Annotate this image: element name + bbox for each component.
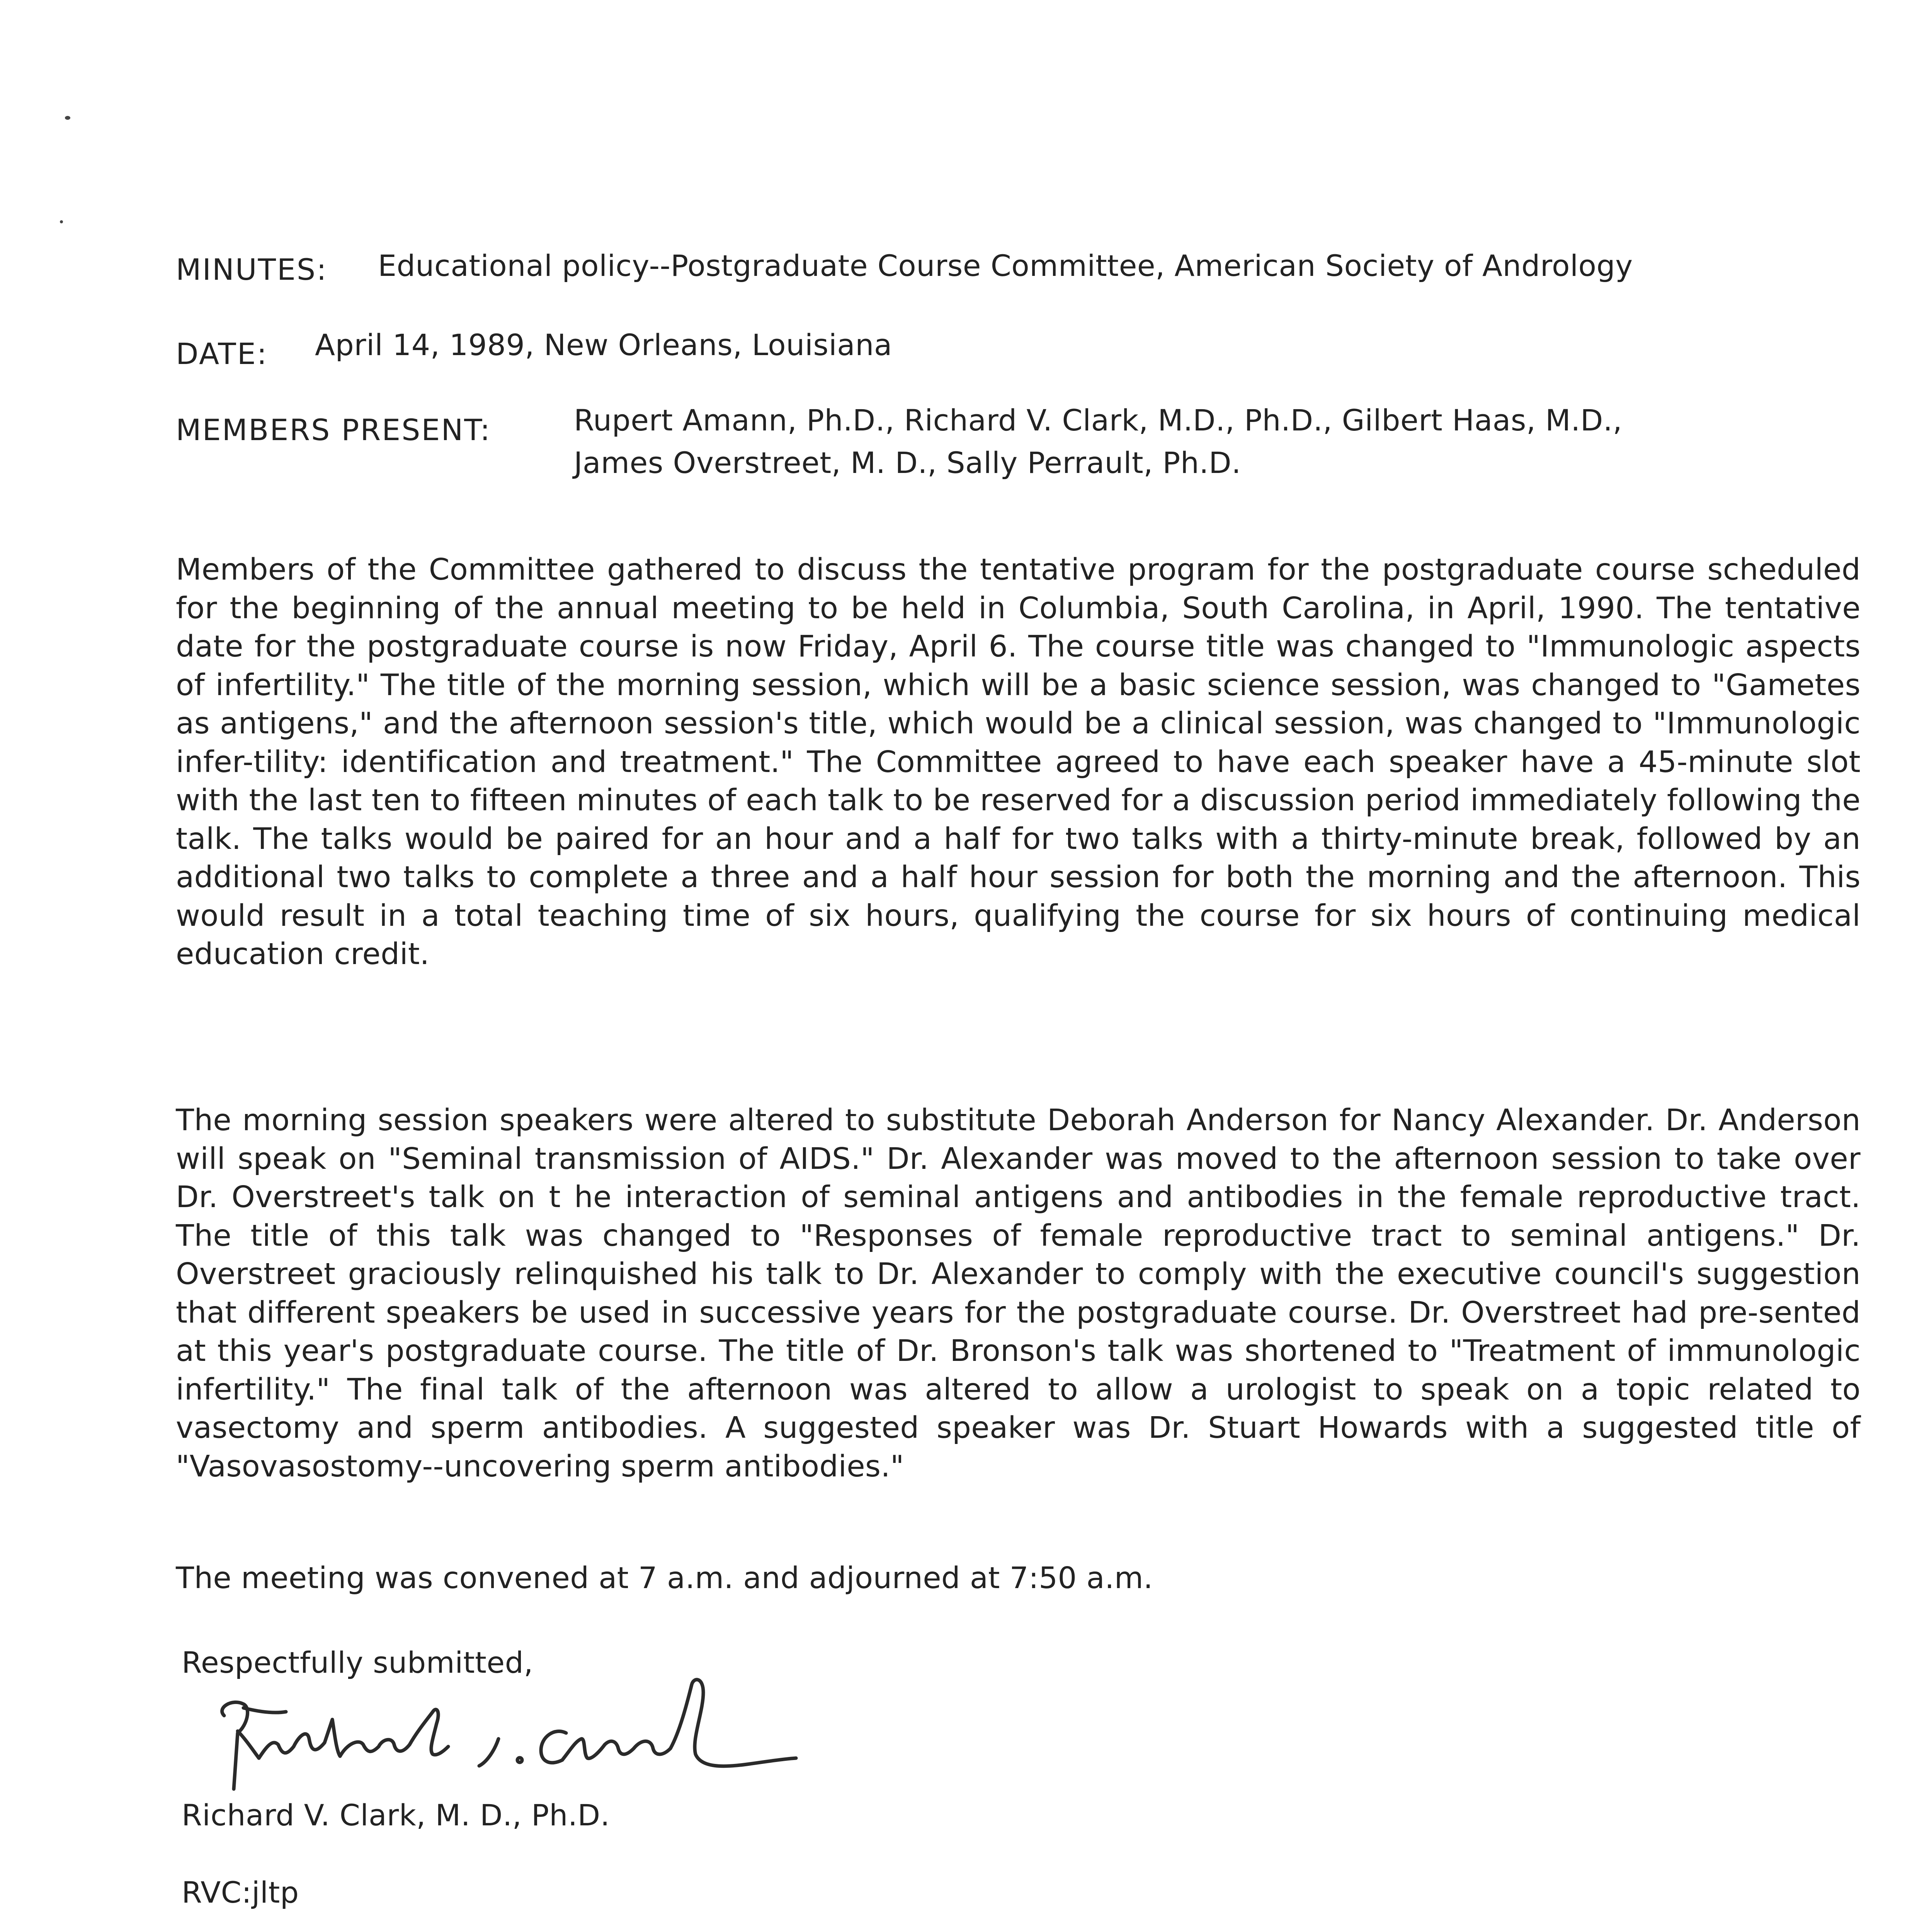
members-label: MEMBERS PRESENT: [176,413,491,447]
body-paragraph-2: The morning session speakers were altered to substitute Deborah Anderson for Nancy Alexander. Dr. Anderson will speak on "Seminal transmission of AIDS." Dr. Alexander was moved to the afternoon session to take over Dr. Overstreet's talk on t he interaction of seminal antigens and antibodies in the female reproductive tract. The title of this talk was changed to "Responses of female reproductive tract to seminal antigens." Dr. Overstreet graciously relinquished his talk to Dr. Alexander to comply with the executive council's suggestion that different speakers be used in successive years for the postgraduate course. Dr. Overstreet had pre-sented at this year's postgraduate course. The title of Dr. Bronson's talk was shortened to "Treatment of immunologic infertility." The final talk of the afternoon was altered to allow a urologist to speak on a topic related to vasectomy and sperm antibodies. A suggested speaker was Dr. Stuart Howards with a suggested title of "Vasovasostomy--uncovering sperm antibodies." [176,1103,1861,1484]
closing-salutation: Respectfully submitted, [182,1645,534,1680]
date-label: DATE: [176,337,268,371]
body-paragraph-3: The meeting was convened at 7 a.m. and adjourned at 7:50 a.m. [176,1561,1153,1595]
members-line-2: James Overstreet, M. D., Sally Perrault, Ph.D. [574,446,1241,480]
members-line-1: Rupert Amann, Ph.D., Richard V. Clark, M.D., Ph.D., Gilbert Haas, M.D., [574,403,1623,437]
scan-speck [60,220,63,223]
minutes-label: MINUTES: [176,252,328,287]
date-text: April 14, 1989, New Orleans, Louisiana [315,328,892,362]
typist-initials: RVC:jltp [182,1875,299,1910]
body-paragraph-1: Members of the Committee gathered to discuss the tentative program for the postgraduate course scheduled for the beginning of the annual meeting to be held in Columbia, South Carolina, in April, 1990. The tentative date for the postgraduate course is now Friday, April 6. The course title was changed to "Immunologic aspects of infertility." The title of the morning session, which will be a basic science session, was changed to "Gametes as antigens," and the afternoon session's title, which would be a clinical session, was changed to "Immunologic infer-tility: identification and treatment." The Committee agreed to have each speaker have a 45-minute slot with the last ten to fifteen minutes of each talk to be reserved for a discussion period immediately following the talk. The talks would be paired for an hour and a half for two talks with a thirty-minute break, followed by an additional two talks to complete a three and a half hour session for both the morning and the afternoon. This would result in a total teaching time of six hours, qualifying the course for six hours of continuing medical education credit. [176,553,1861,971]
minutes-text: Educational policy--Postgraduate Course Committee, American Society of Andrology [378,248,1633,283]
signatory-name: Richard V. Clark, M. D., Ph.D. [182,1798,610,1832]
scan-speck [65,116,70,120]
